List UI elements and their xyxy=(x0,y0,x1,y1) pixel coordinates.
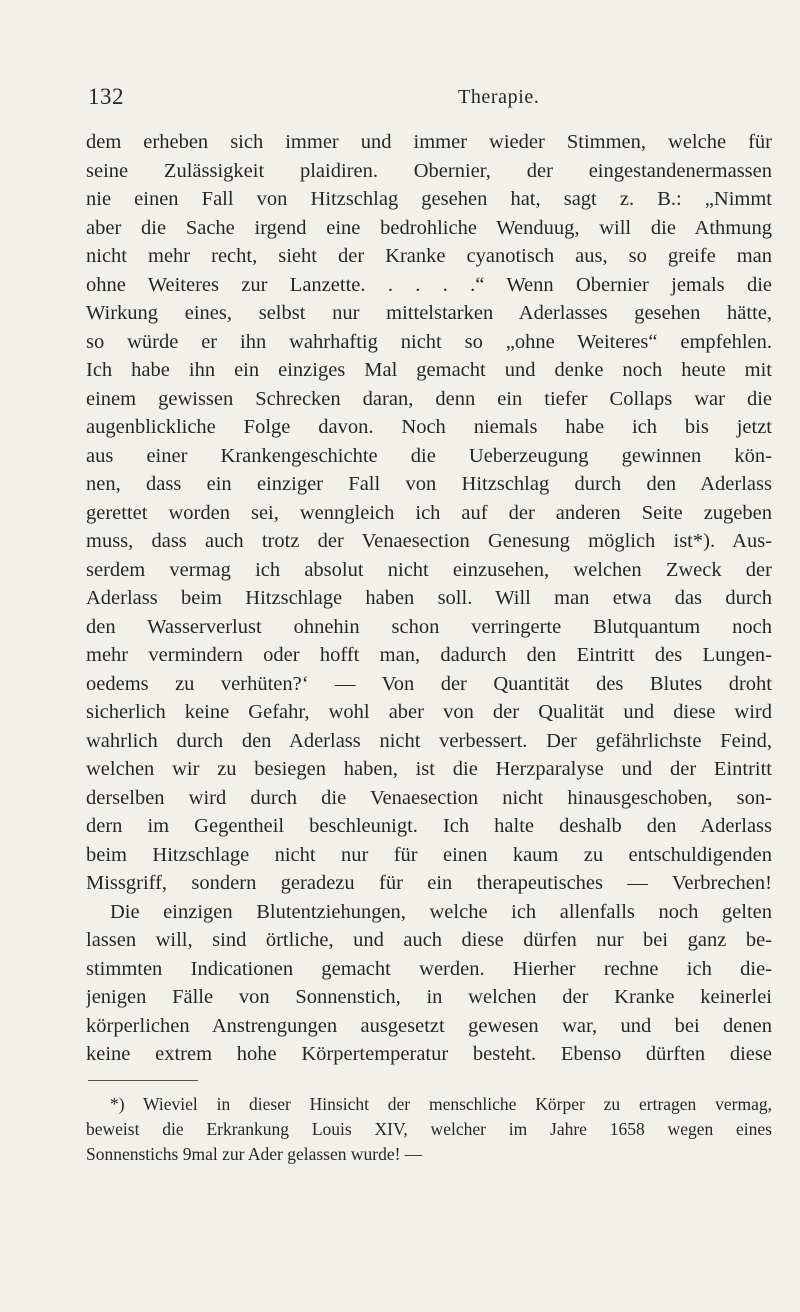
text-line: aus einer Krankengeschichte die Ueberzeugung gewinnen kön- xyxy=(86,444,772,467)
text-line: aber die Sache irgend eine bedrohliche Wenduug, will die Athmung xyxy=(86,216,772,239)
footnote-line: *) Wieviel in dieser Hinsicht der menschliche Körper zu ertragen vermag, xyxy=(110,1094,772,1114)
text-line: sicherlich keine Gefahr, wohl aber von der Qualität und diese wird xyxy=(86,701,772,723)
text-line: beim Hitzschlage nicht nur für einen kaum zu entschuldigenden xyxy=(86,843,772,866)
text-line: körperlichen Anstrengungen ausgesetzt gewesen war, und bei denen xyxy=(86,1014,772,1037)
text-line: Die einzigen Blutentziehungen, welche ich allenfalls noch gelten xyxy=(110,900,772,923)
text-line: Ich habe ihn ein einziges Mal gemacht und denke noch heute mit xyxy=(86,359,772,381)
text-line: dem erheben sich immer und immer wieder Stimmen, welche für xyxy=(86,131,772,153)
footnote-line: Sonnenstichs 9mal zur Ader gelassen wurde! — xyxy=(86,1144,423,1164)
text-line: oedems zu verhüten?‘ — Von der Quantität des Blutes droht xyxy=(86,672,772,695)
text-line: Aderlass beim Hitzschlage haben soll. Will man etwa das durch xyxy=(86,587,772,609)
text-line: ohne Weiteres zur Lanzette. . . . .“ Wenn Obernier jemals die xyxy=(86,273,772,296)
text-line: derselben wird durch die Venaesection nicht hinausgeschoben, son- xyxy=(86,786,772,809)
footnote-line: beweist die Erkrankung Louis XIV, welcher im Jahre 1658 wegen eines xyxy=(86,1119,772,1139)
page-header xyxy=(88,84,778,114)
text-line: wahrlich durch den Aderlass nicht verbessert. Der gefährlichste Feind, xyxy=(86,729,772,752)
text-line: serdem vermag ich absolut nicht einzusehen, welchen Zweck der xyxy=(86,558,772,581)
text-line: den Wasserverlust ohnehin schon verringerte Blutquantum noch xyxy=(86,615,772,638)
text-line: muss, dass auch trotz der Venaesection Genesung möglich ist*). Aus- xyxy=(86,530,772,552)
text-line: welchen wir zu besiegen haben, ist die Herzparalyse und der Eintritt xyxy=(86,758,772,780)
text-line: Wirkung eines, selbst nur mittelstarken Aderlasses gesehen hätte, xyxy=(86,302,772,324)
text-line: jenigen Fälle von Sonnenstich, in welchen der Kranke keinerlei xyxy=(86,986,772,1008)
text-line: augenblickliche Folge davon. Noch niemals habe ich bis jetzt xyxy=(86,416,772,438)
text-line: lassen will, sind örtliche, und auch diese dürfen nur bei ganz be- xyxy=(86,929,772,951)
text-line: dern im Gegentheil beschleunigt. Ich halte deshalb den Aderlass xyxy=(86,815,772,837)
body-text xyxy=(86,128,772,1069)
text-line: mehr vermindern oder hofft man, dadurch den Eintritt des Lungen- xyxy=(86,644,772,666)
text-line: stimmten Indicationen gemacht werden. Hierher rechne ich die- xyxy=(86,957,772,980)
footnote-divider xyxy=(88,1080,198,1081)
text-line: nie einen Fall von Hitzschlag gesehen hat, sagt z. B.: „Nimmt xyxy=(86,188,772,210)
text-line: nicht mehr recht, sieht der Kranke cyanotisch aus, so greife man xyxy=(86,245,772,267)
text-line: keine extrem hohe Körpertemperatur besteht. Ebenso dürften diese xyxy=(86,1043,772,1065)
text-line: gerettet worden sei, wenngleich ich auf der anderen Seite zugeben xyxy=(86,501,772,524)
text-line: nen, dass ein einziger Fall von Hitzschlag durch den Aderlass xyxy=(86,473,772,495)
running-head: Therapie. xyxy=(458,86,540,108)
text-line: Missgriff, sondern geradezu für ein therapeutisches — Verbrechen! xyxy=(86,872,772,894)
page-number: 132 xyxy=(88,84,124,109)
text-line: seine Zulässigkeit plaidiren. Obernier, der eingestandenermassen xyxy=(86,159,772,182)
text-line: so würde er ihn wahrhaftig nicht so „ohne Weiteres“ empfehlen. xyxy=(86,330,772,353)
text-line: einem gewissen Schrecken daran, denn ein tiefer Collaps war die xyxy=(86,387,772,410)
footnote xyxy=(86,1092,772,1167)
